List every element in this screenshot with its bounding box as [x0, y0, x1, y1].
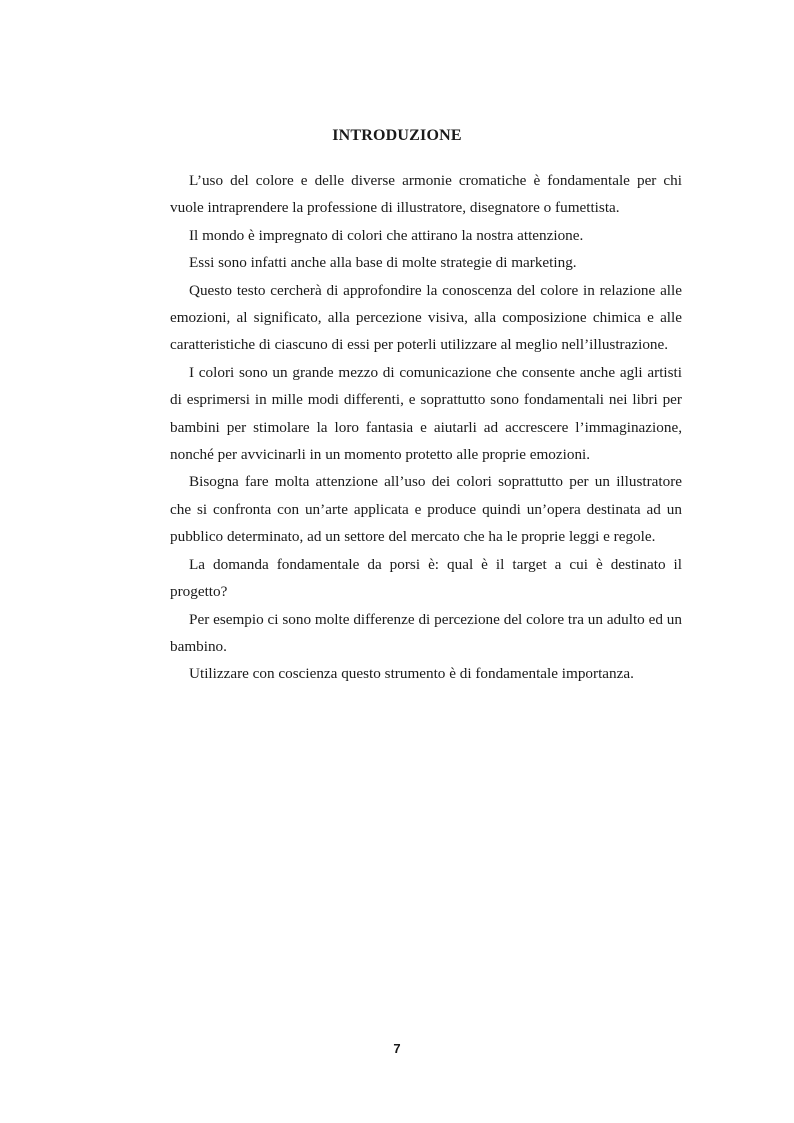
- paragraph-1: L’uso del colore e delle diverse armonie cromatiche è fondamentale per chi vuole intraprendere la professione di illustratore, disegnatore o fumettista.: [170, 172, 682, 217]
- paragraph-4: Questo testo cercherà di approfondire la conoscenza del colore in relazione alle emozioni, al significato, alla percezione visiva, alla composizione chimica e alle caratteristiche di ciascuno di essi per poterli utilizzare al meglio nell’illustrazione.: [170, 281, 682, 354]
- page-number: 7: [393, 1041, 401, 1056]
- paragraph-7: La domanda fondamentale da porsi è: qual è il target a cui è destinato il progetto?: [170, 555, 682, 601]
- paragraph-6: Bisogna fare molta attenzione all’uso dei colori soprattutto per un illustratore che si confronta con un’arte applicata e produce quindi un’opera destinata ad un pubblico determinato, ad un settore del mercato che ha le proprie leggi e regole.: [170, 473, 682, 546]
- paragraph-8: Per esempio ci sono molte differenze di percezione del colore tra un adulto ed un bambino.: [170, 610, 682, 655]
- paragraph-3: Essi sono infatti anche alla base di molte strategie di marketing.: [189, 254, 577, 272]
- paragraph-9: Utilizzare con coscienza questo strumento è di fondamentale importanza.: [189, 665, 634, 683]
- paragraph-5: I colori sono un grande mezzo di comunicazione che consente anche agli artisti di esprimersi in mille modi differenti, e soprattutto sono fondamentali nei libri per bambini per stimolare la loro fantasia e aiutarli ad accrescere l’immaginazione, nonché per avvicinarli in un momento protetto alle proprie emozioni.: [170, 363, 682, 464]
- body-text: [170, 167, 682, 688]
- page-title: INTRODUZIONE: [332, 126, 462, 144]
- paragraph-2: Il mondo è impregnato di colori che attirano la nostra attenzione.: [189, 226, 584, 244]
